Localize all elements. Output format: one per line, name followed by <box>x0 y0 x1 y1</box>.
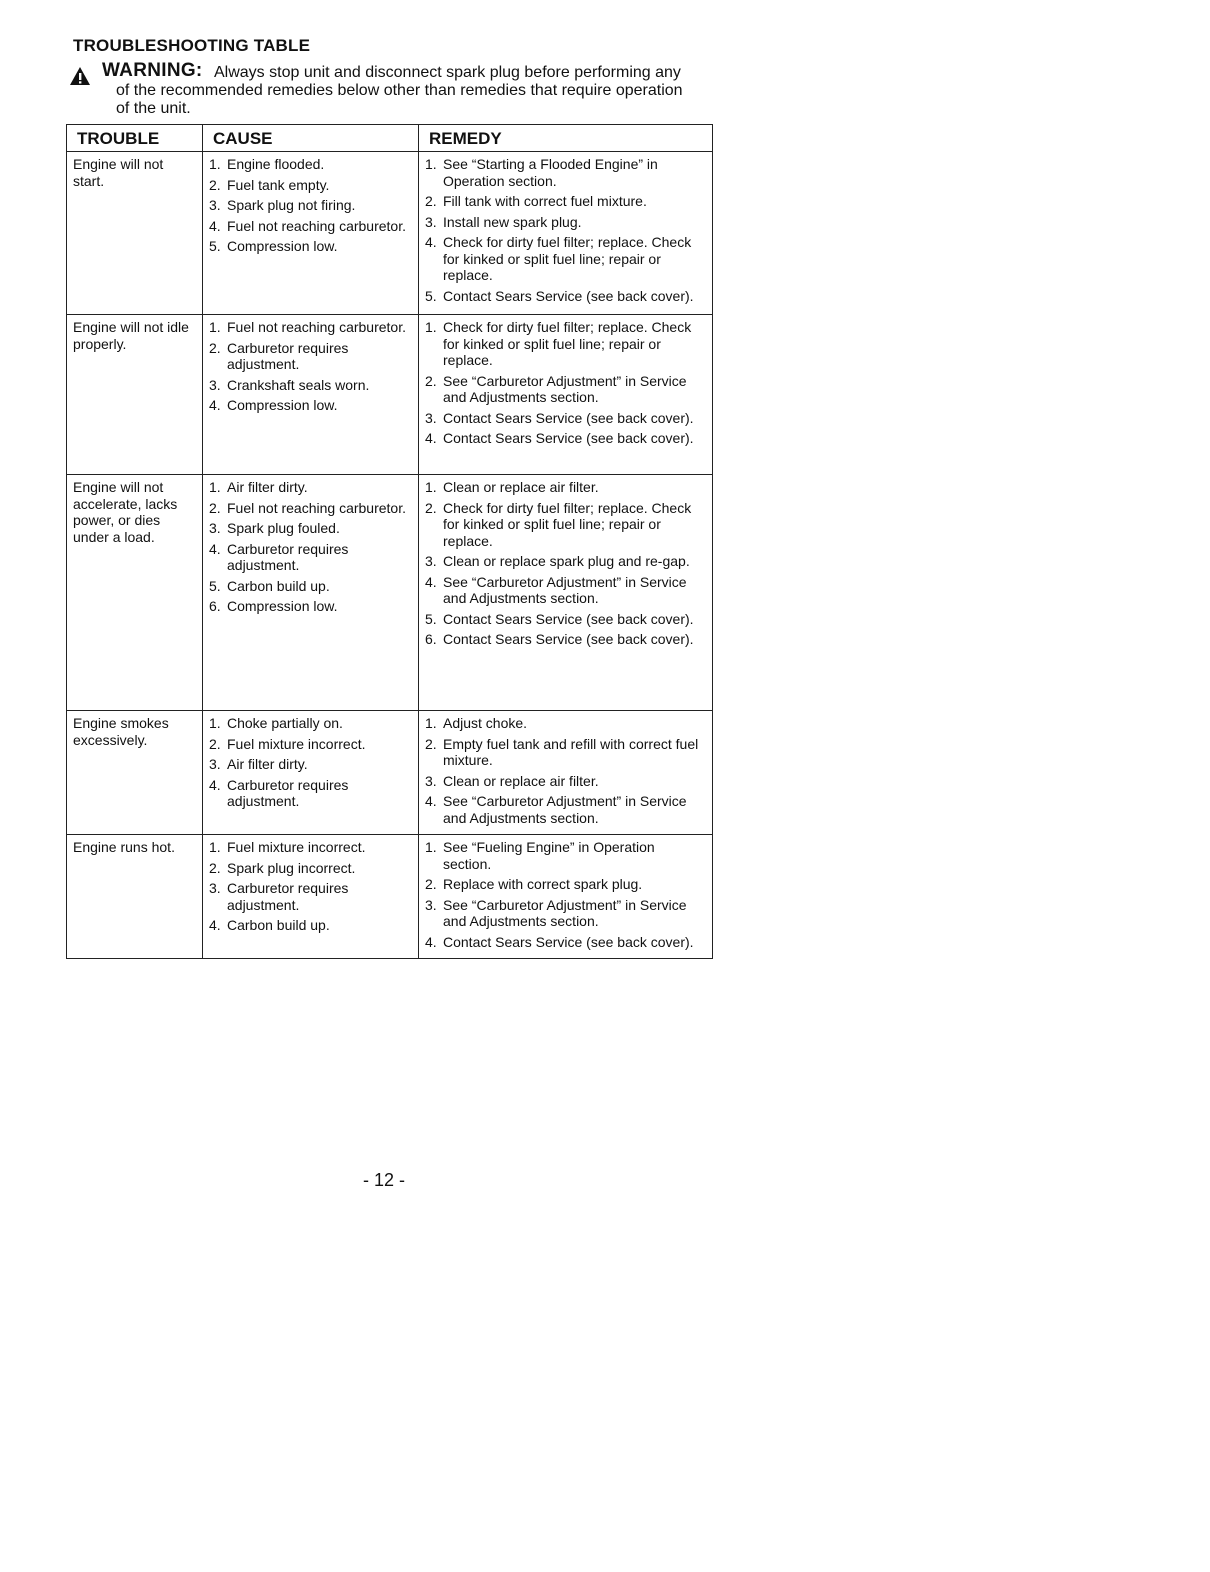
item-text: Crankshaft seals worn. <box>227 376 370 393</box>
item-text: Engine flooded. <box>227 156 325 172</box>
item-number: 1. <box>209 156 221 172</box>
item-text: Adjust choke. <box>443 715 528 731</box>
item-number: 4. <box>209 540 221 557</box>
item-text: See “Starting a Flooded Engine” in Operation section. <box>443 156 658 189</box>
page-title: TROUBLESHOOTING TABLE <box>73 36 311 55</box>
item-number: 3. <box>425 896 437 913</box>
remedy-cell <box>419 315 713 475</box>
trouble-cell: Engine smokes excessively. <box>67 711 203 835</box>
item-text: Contact Sears Service (see back cover). <box>443 430 694 446</box>
table-row <box>67 835 713 959</box>
item-text: Spark plug not firing. <box>227 197 356 213</box>
item-number: 3. <box>209 880 221 896</box>
item-number: 6. <box>425 631 437 647</box>
remedy-item <box>425 410 706 427</box>
remedy-item <box>425 839 706 872</box>
cause-item <box>209 715 412 732</box>
item-number: 1. <box>425 479 437 495</box>
item-number: 3. <box>209 520 221 536</box>
cause-item <box>209 197 412 214</box>
item-number: 2. <box>209 499 221 516</box>
item-number: 1. <box>425 715 437 731</box>
item-text: Empty fuel tank and refill with correct fuel mixture. <box>443 735 699 768</box>
item-number: 2. <box>425 735 437 752</box>
item-number: 4. <box>425 430 437 446</box>
item-text: Contact Sears Service (see back cover). <box>443 933 694 950</box>
remedy-item <box>425 773 706 790</box>
item-text: Carburetor requires adjustment. <box>227 540 349 573</box>
item-number: 3. <box>209 197 221 213</box>
item-number: 4. <box>209 217 221 234</box>
item-number: 3. <box>425 553 437 569</box>
item-text: Fill tank with correct fuel mixture. <box>443 193 647 209</box>
item-number: 2. <box>425 876 437 892</box>
remedy-item <box>425 553 706 570</box>
item-text: Check for dirty fuel filter; replace. Check for kinked or split fuel line; repair or replace. <box>443 499 692 549</box>
cause-item <box>209 777 412 810</box>
item-text: See “Carburetor Adjustment” in Service and Adjustments section. <box>443 372 687 405</box>
table-row <box>67 315 713 475</box>
remedy-item <box>425 736 706 769</box>
cause-item <box>209 880 412 913</box>
item-number: 4. <box>209 397 221 413</box>
cause-item <box>209 578 412 595</box>
item-number: 4. <box>209 917 221 933</box>
item-text: See “Carburetor Adjustment” in Service and Adjustments section. <box>443 573 687 606</box>
item-number: 5. <box>425 610 437 627</box>
remedy-cell <box>419 835 713 959</box>
cause-item <box>209 756 412 773</box>
item-number: 4. <box>425 234 437 250</box>
item-number: 2. <box>209 735 221 752</box>
item-number: 1. <box>209 715 221 731</box>
item-text: Carburetor requires adjustment. <box>227 339 349 372</box>
header-trouble: TROUBLE <box>67 125 203 152</box>
item-number: 4. <box>425 933 437 950</box>
cause-item <box>209 541 412 574</box>
cause-item <box>209 156 412 173</box>
warning-triangle-icon <box>69 66 91 86</box>
item-text: Fuel tank empty. <box>227 176 330 193</box>
remedy-item <box>425 430 706 447</box>
cause-item <box>209 340 412 373</box>
cause-item <box>209 839 412 856</box>
trouble-cell: Engine will not start. <box>67 152 203 315</box>
item-text: Contact Sears Service (see back cover). <box>443 409 694 426</box>
item-text: Replace with correct spark plug. <box>443 876 643 892</box>
item-text: Air filter dirty. <box>227 479 308 495</box>
remedy-item <box>425 611 706 628</box>
item-number: 5. <box>209 577 221 594</box>
item-number: 1. <box>209 479 221 495</box>
item-text: Choke partially on. <box>227 715 343 731</box>
item-text: Air filter dirty. <box>227 756 308 772</box>
item-text: Carbon build up. <box>227 917 330 933</box>
remedy-item <box>425 193 706 210</box>
cause-cell <box>203 475 419 711</box>
item-text: Compression low. <box>227 397 338 413</box>
remedy-item <box>425 897 706 930</box>
item-text: Spark plug incorrect. <box>227 859 356 876</box>
remedy-item <box>425 876 706 893</box>
remedy-item <box>425 500 706 550</box>
item-number: 3. <box>209 376 221 393</box>
table-body <box>67 152 713 959</box>
item-number: 2. <box>425 193 437 209</box>
remedy-item <box>425 288 706 305</box>
item-number: 1. <box>209 319 221 335</box>
table-row <box>67 152 713 315</box>
cause-item <box>209 238 412 255</box>
cause-item <box>209 479 412 496</box>
cause-cell <box>203 315 419 475</box>
item-text: Fuel mixture incorrect. <box>227 735 366 752</box>
remedy-item <box>425 373 706 406</box>
trouble-cell: Engine will not idle properly. <box>67 315 203 475</box>
item-text: Clean or replace air filter. <box>443 772 599 789</box>
item-number: 1. <box>209 839 221 855</box>
cause-item <box>209 218 412 235</box>
item-number: 4. <box>425 793 437 809</box>
table-row <box>67 475 713 711</box>
item-text: Contact Sears Service (see back cover). <box>443 287 694 304</box>
cause-cell <box>203 835 419 959</box>
remedy-item <box>425 934 706 951</box>
trouble-cell: Engine runs hot. <box>67 835 203 959</box>
item-number: 4. <box>209 776 221 793</box>
item-text: Fuel mixture incorrect. <box>227 839 366 855</box>
item-text: See “Carburetor Adjustment” in Service and Adjustments section. <box>443 793 687 826</box>
remedy-item <box>425 574 706 607</box>
item-text: Contact Sears Service (see back cover). <box>443 610 694 627</box>
table-row <box>67 711 713 835</box>
remedy-item <box>425 214 706 231</box>
item-text: Carburetor requires adjustment. <box>227 776 349 809</box>
item-text: Clean or replace spark plug and re-gap. <box>443 553 690 569</box>
item-number: 3. <box>425 213 437 230</box>
cause-item <box>209 860 412 877</box>
item-number: 5. <box>209 238 221 254</box>
item-text: Contact Sears Service (see back cover). <box>443 631 694 647</box>
item-number: 1. <box>425 839 437 855</box>
remedy-cell <box>419 711 713 835</box>
warning-text: Always stop unit and disconnect spark plug before performing any of the recommended remedies below other than remedies that require operation of the unit. <box>116 64 683 117</box>
remedy-item <box>425 715 706 732</box>
cause-item <box>209 500 412 517</box>
remedy-item <box>425 479 706 496</box>
item-number: 6. <box>209 598 221 614</box>
remedy-item <box>425 631 706 648</box>
item-number: 4. <box>425 573 437 590</box>
item-text: Compression low. <box>227 598 338 614</box>
item-number: 3. <box>209 756 221 772</box>
header-cause: CAUSE <box>203 125 419 152</box>
cause-item <box>209 377 412 394</box>
item-text: Clean or replace air filter. <box>443 479 599 495</box>
cause-item <box>209 598 412 615</box>
item-number: 2. <box>209 339 221 356</box>
item-number: 3. <box>425 409 437 426</box>
table-header-row <box>67 125 713 152</box>
item-number: 2. <box>425 372 437 389</box>
cause-item <box>209 520 412 537</box>
cause-cell <box>203 711 419 835</box>
remedy-cell <box>419 475 713 711</box>
header-remedy: REMEDY <box>419 125 713 152</box>
item-text: Fuel not reaching carburetor. <box>227 499 406 516</box>
item-number: 1. <box>425 319 437 335</box>
item-text: See “Carburetor Adjustment” in Service and Adjustments section. <box>443 896 687 929</box>
item-text: Spark plug fouled. <box>227 520 340 536</box>
item-text: Check for dirty fuel filter; replace. Check for kinked or split fuel line; repair or replace. <box>443 319 692 368</box>
trouble-cell: Engine will not accelerate, lacks power, or dies under a load. <box>67 475 203 711</box>
item-text: Carbon build up. <box>227 577 330 594</box>
item-number: 2. <box>425 499 437 516</box>
cause-item <box>209 319 412 336</box>
remedy-item <box>425 319 706 369</box>
remedy-item <box>425 234 706 284</box>
page-number: - 12 - <box>363 1170 406 1190</box>
item-text: Install new spark plug. <box>443 213 582 230</box>
troubleshooting-table <box>66 124 713 959</box>
item-text: Carburetor requires adjustment. <box>227 880 349 913</box>
item-number: 5. <box>425 287 437 304</box>
warning-label: WARNING: <box>102 60 203 81</box>
item-number: 1. <box>425 156 437 172</box>
item-text: See “Fueling Engine” in Operation section. <box>443 839 655 872</box>
item-number: 2. <box>209 859 221 876</box>
item-text: Fuel not reaching carburetor. <box>227 319 406 335</box>
cause-item <box>209 917 412 934</box>
item-number: 2. <box>209 176 221 193</box>
remedy-cell <box>419 152 713 315</box>
item-number: 3. <box>425 772 437 789</box>
cause-cell <box>203 152 419 315</box>
item-text: Fuel not reaching carburetor. <box>227 217 406 234</box>
cause-item <box>209 736 412 753</box>
item-text: Compression low. <box>227 238 338 254</box>
remedy-item <box>425 156 706 189</box>
cause-item <box>209 397 412 414</box>
cause-item <box>209 177 412 194</box>
item-text: Check for dirty fuel filter; replace. Check for kinked or split fuel line; repair or replace. <box>443 234 692 283</box>
remedy-item <box>425 793 706 826</box>
